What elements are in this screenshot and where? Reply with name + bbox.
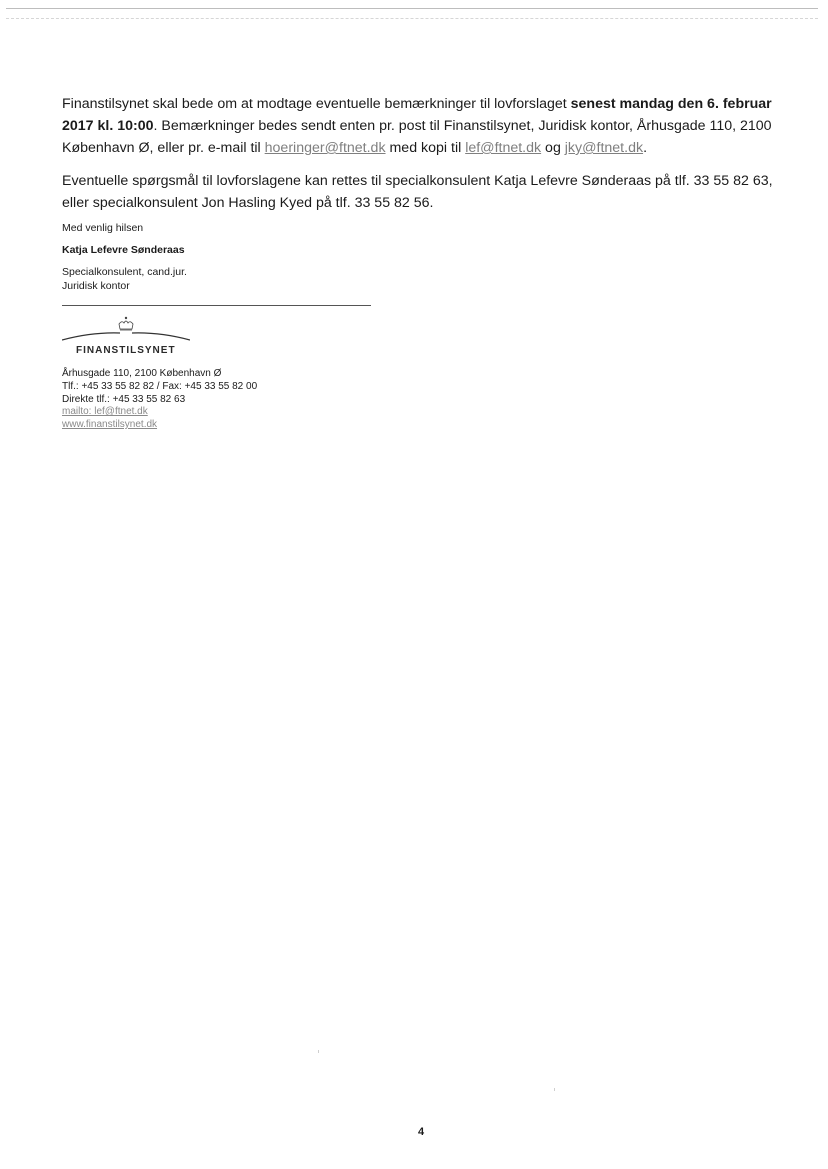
contact-web-row bbox=[62, 419, 157, 431]
para1-text-1: Finanstilsynet skal bede om at modtage eventuelle bemærkninger til lovforslaget bbox=[62, 96, 571, 112]
questions-paragraph: Eventuelle spørgsmål til lovforslagene kan rettes til specialkonsulent Katja Lefevre Sønderaas på tlf. 33 55 82 63, eller specialkonsulent Jon Hasling Kyed på tlf. 33 55 82 56. bbox=[62, 173, 773, 211]
page-number: 4 bbox=[418, 1126, 425, 1138]
contact-address: Århusgade 110, 2100 København Ø bbox=[62, 368, 222, 379]
finanstilsynet-logo-text: FINANSTILSYNET bbox=[76, 345, 176, 356]
hoeringer-email-link[interactable]: hoeringer@ftnet.dk bbox=[264, 140, 386, 156]
scan-top-rule bbox=[6, 8, 818, 9]
scan-speck bbox=[554, 1088, 555, 1091]
contact-mail-link[interactable]: mailto: lef@ftnet.dk bbox=[62, 406, 148, 417]
closing-greeting: Med venlig hilsen bbox=[62, 222, 144, 234]
scan-speck bbox=[318, 1050, 319, 1053]
para1-text-5: . bbox=[643, 140, 648, 156]
para1-text-3: med kopi til bbox=[385, 140, 466, 156]
signer-name: Katja Lefevre Sønderaas bbox=[62, 244, 185, 256]
scan-top-dash bbox=[6, 18, 818, 19]
crown-icon bbox=[62, 312, 190, 348]
signature-divider bbox=[62, 305, 371, 306]
para1-text-4: og bbox=[541, 140, 565, 156]
deadline-paragraph bbox=[62, 93, 792, 159]
signer-title: Specialkonsulent, cand.jur. bbox=[62, 266, 187, 278]
website-link[interactable]: www.finanstilsynet.dk bbox=[62, 419, 158, 430]
deadline-text: senest mandag den 6. februar 2017 kl. 10:00 bbox=[62, 96, 772, 134]
signer-department: Juridisk kontor bbox=[62, 280, 130, 292]
contact-direct-phone: Direkte tlf.: +45 33 55 82 63 bbox=[62, 394, 186, 405]
contact-phone: Tlf.: +45 33 55 82 82 / Fax: +45 33 55 82 00 bbox=[62, 381, 258, 392]
lef-email-link[interactable]: lef@ftnet.dk bbox=[465, 140, 542, 156]
contact-mail-row bbox=[62, 406, 148, 418]
jky-email-link[interactable]: jky@ftnet.dk bbox=[564, 140, 644, 156]
para1-text-2: . Bemærkninger bedes sendt enten pr. post til Finanstilsynet, Juridisk kontor, Århusgade 110, 2100 København Ø, eller pr. e-mail til bbox=[62, 118, 772, 156]
